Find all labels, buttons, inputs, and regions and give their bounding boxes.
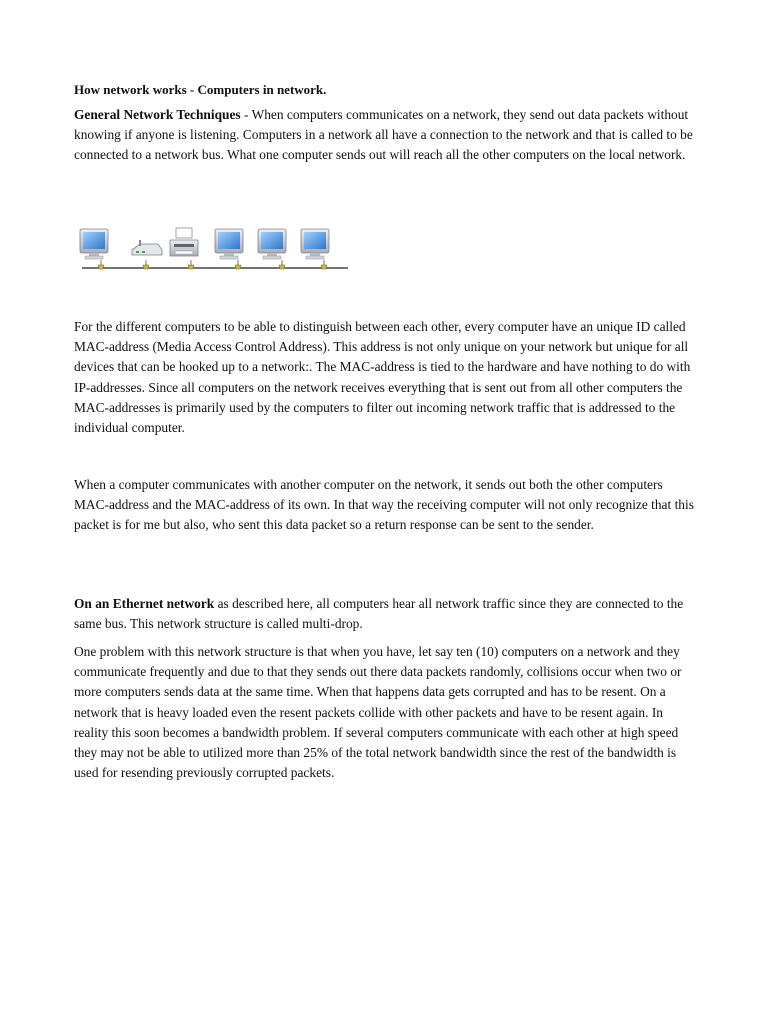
connector-icon: [98, 260, 104, 269]
paragraph-ethernet: [74, 594, 696, 634]
printer-icon: [170, 228, 198, 256]
paragraph-text: as described here, all computers hear all network traffic since they are connected to the same bus. This network structure is called multi-drop.: [74, 596, 684, 632]
network-bus-svg: [74, 224, 354, 276]
connector-icon: [235, 260, 241, 269]
page-title: How network works - Computers in network.: [74, 82, 327, 97]
paragraph-mac-address: For the different computers to be able to distinguish between each other, every computer have an unique ID called MAC-address (Media Access Control Address). This address is not only unique on your network but unique for all devices that can be hooked up to a network:. The MAC-address is tied to the hardware and have nothing to do with IP-addresses. Since all computers on the network receives everything that is sent out from all other computers the MAC-addresses is primarily used by the computers to filter out incoming network traffic that is addressed to the individual computer.: [74, 319, 691, 436]
paragraph-text: - When computers communicates on a network, they send out data packets without knowing if anyone is listening. Computers in a network all have a connection to the network and that is called to be connected to a network bus. What one computer sends out will reach all the other computers on the local network.: [74, 107, 693, 163]
connector-icon: [188, 260, 194, 269]
computer-icon: [80, 229, 108, 259]
connector-icon: [279, 260, 285, 269]
paragraph-communication: When a computer communicates with another computer on the network, it sends out both the other computers MAC-address and the MAC-address of its own. In that way the receiving computer will not only recognize that this packet is for me but also, who sent this data packet so a return response can be sent to the sender.: [74, 477, 694, 533]
paragraph-lead-general-techniques: General Network Techniques: [74, 107, 241, 122]
hub-icon: [132, 240, 162, 255]
computer-icon: [301, 229, 329, 259]
computer-icon: [258, 229, 286, 259]
paragraph-collisions: One problem with this network structure is that when you have, let say ten (10) computers on a network and they communicate frequently and due to that they sends out there data packets randomly, collisions occur when two or more computers sends data at the same time. When that happens data gets corrupted and has to be resent. On a network that is heavy loaded even the resent packets collide with other packets and have to be resent again. In reality this soon becomes a bandwidth problem. If several computers communicate with each other at high speed they may not be able to utilized more than 25% of the total network bandwidth since the rest of the bandwidth is used for resending previously corrupted packets.: [74, 644, 682, 781]
paragraph-lead-ethernet: On an Ethernet network: [74, 596, 215, 611]
paragraph-general-techniques: [74, 105, 696, 166]
network-bus-diagram: [74, 224, 354, 276]
connector-icon: [143, 260, 149, 269]
connector-icon: [321, 260, 327, 269]
computer-icon: [215, 229, 243, 259]
